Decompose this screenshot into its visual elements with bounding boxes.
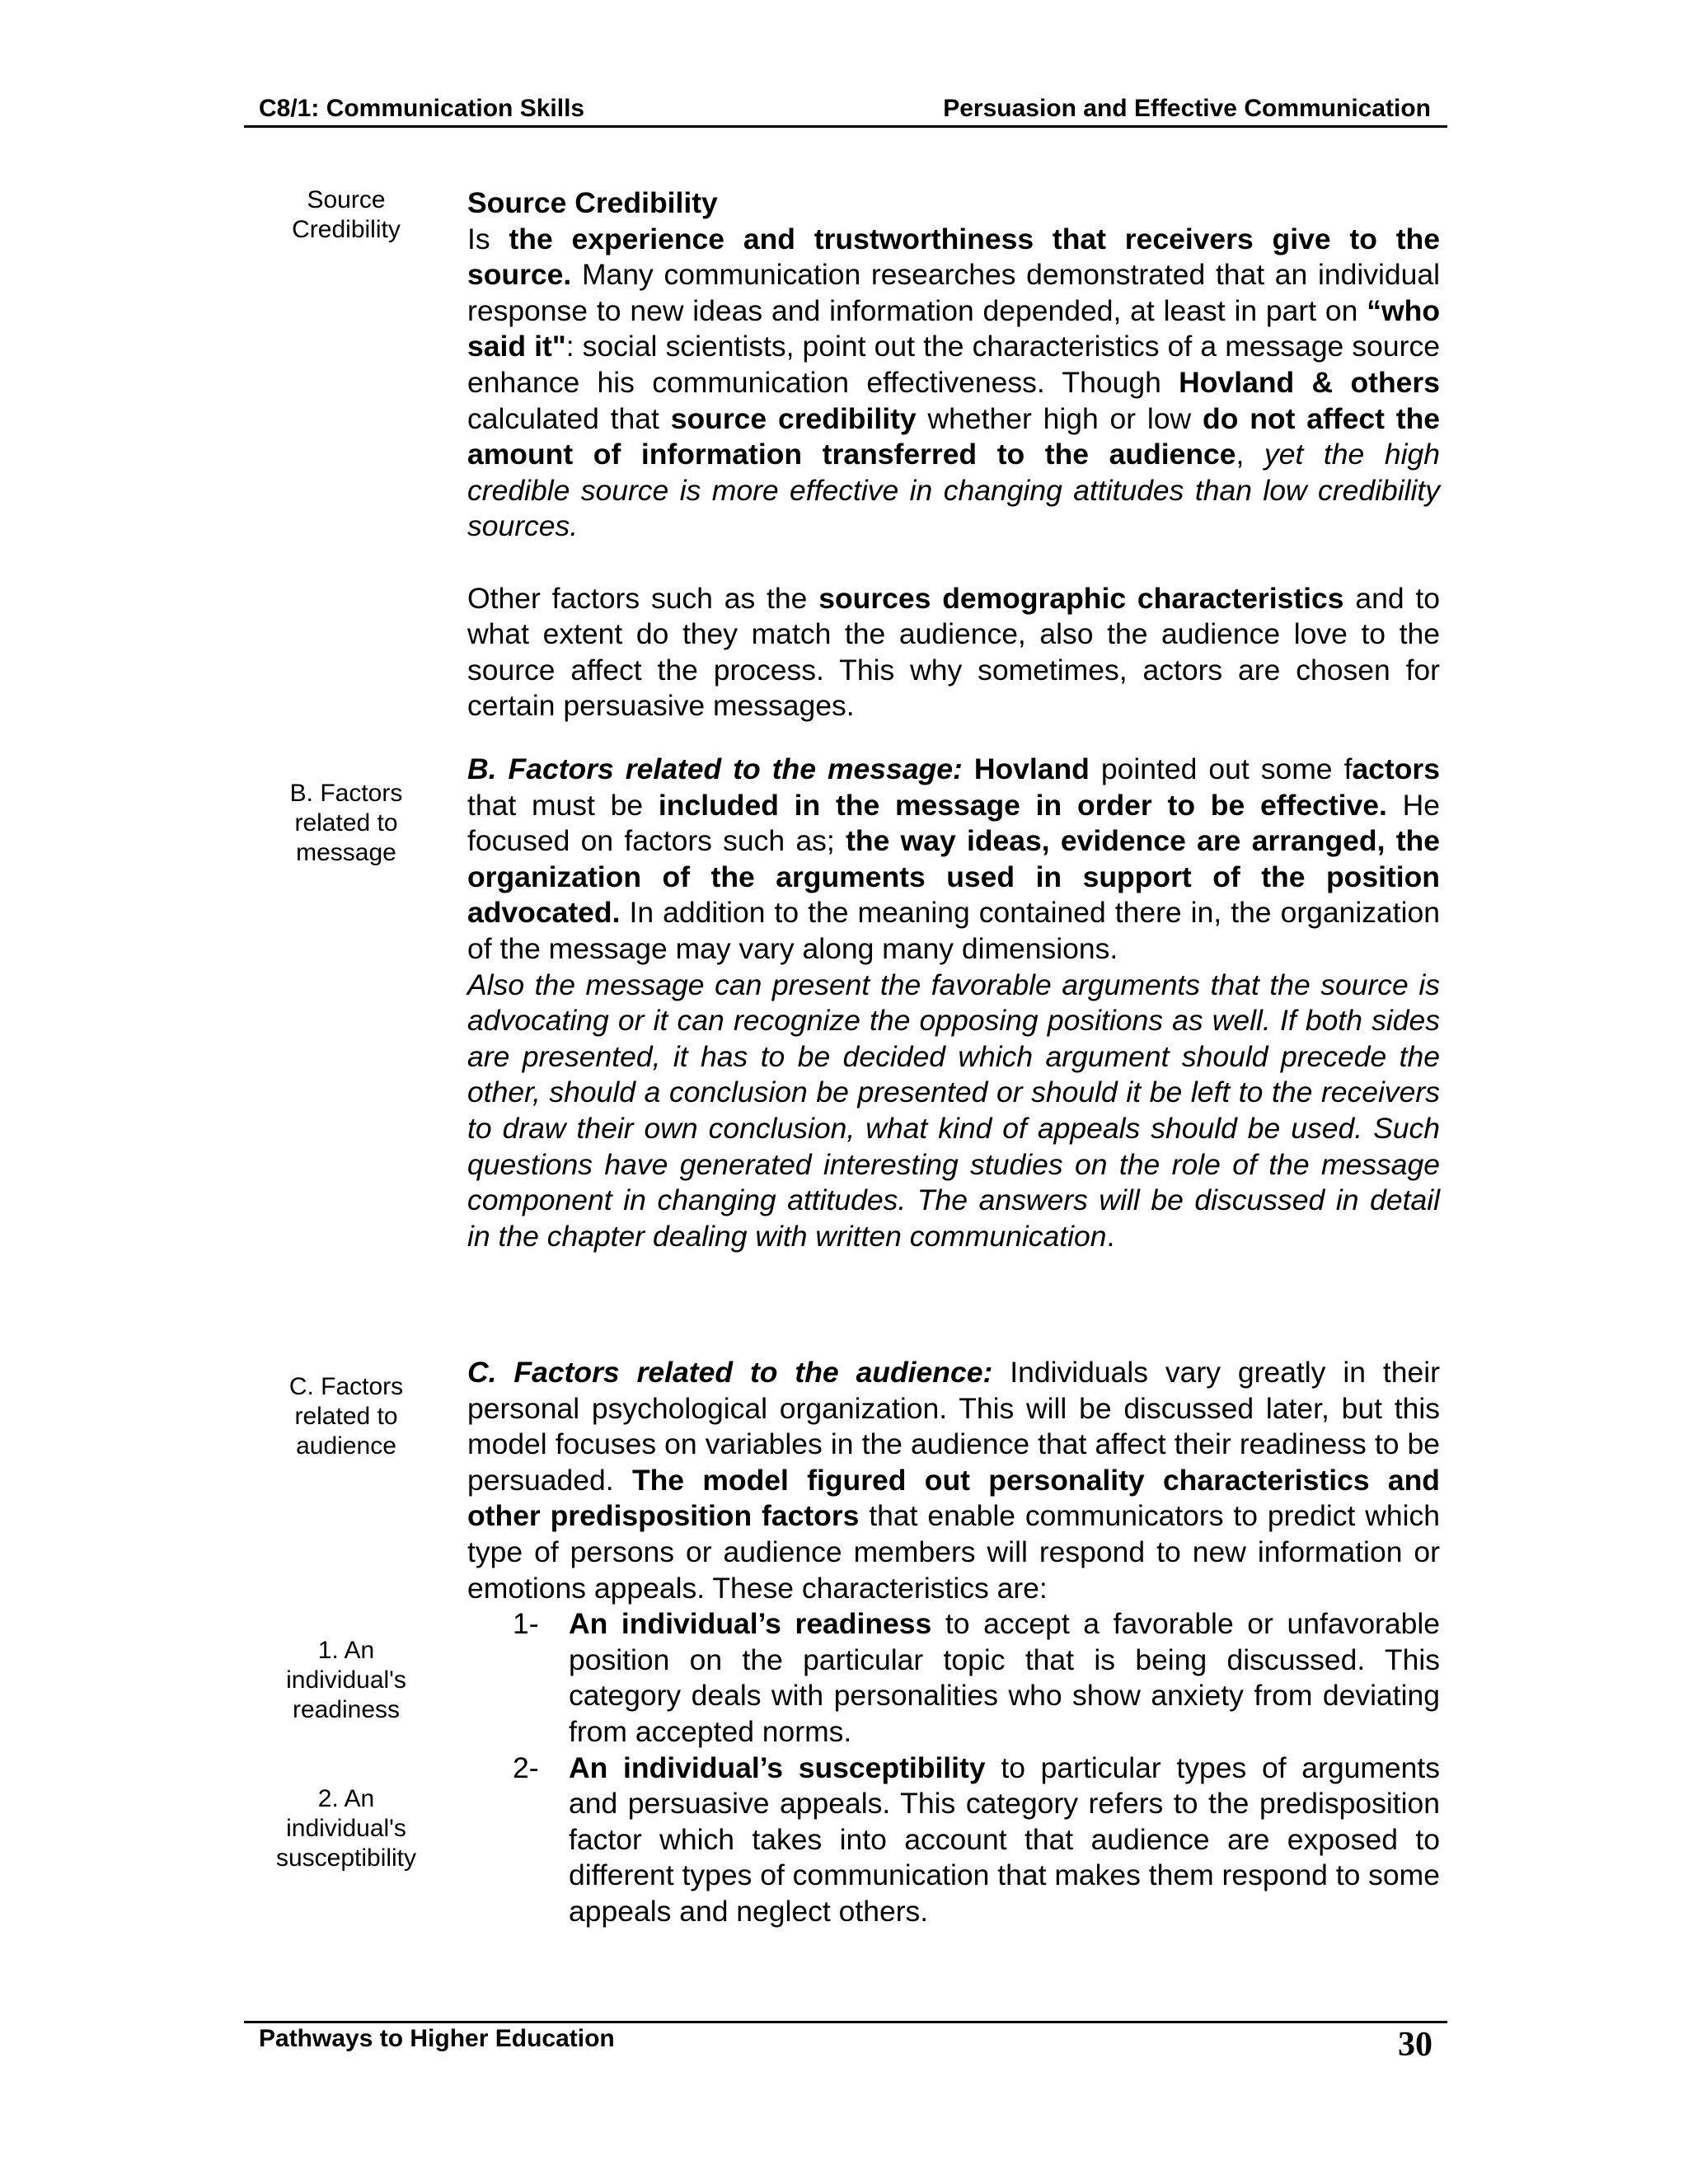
text-run: In addition to the meaning contained there in, the organization of the message may vary along many dimensions. — [467, 896, 1440, 965]
bold-text: included in the message in order to be effective. — [658, 788, 1387, 822]
list-item-number: 2- — [513, 1750, 539, 1784]
bold-text: An individual’s readiness — [569, 1607, 932, 1641]
bold-text: “who said it" — [467, 293, 1440, 363]
bold-text: The model figured out personality characteristics and other predisposition factors — [467, 1463, 1440, 1533]
margin-note-line: Credibility — [292, 216, 401, 243]
margin-note-line: readiness — [292, 1696, 401, 1723]
bold-italic-heading: B. Factors related to the message: — [467, 752, 963, 785]
italic-text: Also the message can present the favorable arguments that the source is advocating or it can recognize the opposing positions as well. If both sides are presented, it has to be decided which argument should precede the other, should a conclusion be presented or should it be left to the receivers to draw their own conclusion, what kind of appeals should be used. Such questions have generated interesting studies on the role of the message component in changing attitudes. The answers will be discussed in detail in the chapter dealing with written communication — [467, 968, 1440, 1253]
characteristics-list — [467, 1606, 1440, 1929]
margin-note-line: related to — [294, 1403, 398, 1430]
text-run: : social scientists, point out the characteristics of a message source enhance his communication effectiveness. Though — [467, 330, 1440, 399]
factors-audience-paragraph — [467, 1355, 1440, 1606]
text-run: , — [1236, 438, 1264, 471]
section-heading: Source Credibility — [467, 186, 718, 219]
text-run: Other factors such as the — [467, 581, 819, 615]
text-run: Many communication researches demonstrated that an individual response to new ideas and information depended, at least in part on — [467, 258, 1440, 327]
bold-text: the way ideas, evidence are arranged, the organization of the arguments used in support of the position advocated. — [467, 824, 1440, 930]
page-number: 30 — [1398, 2026, 1432, 2064]
source-credibility-paragraph-2 — [467, 581, 1440, 724]
bold-text: source credibility — [670, 401, 917, 435]
text-run: and to what extent do they match the audience, also the audience love to the source affect the process. This why sometimes, actors are chosen for certain persuasive messages. — [467, 581, 1440, 723]
factors-audience-section — [467, 1355, 1440, 1930]
bold-italic-heading: C. Factors related to the audience: — [467, 1356, 993, 1389]
bold-text: actors — [1352, 752, 1440, 785]
text-run: Is — [467, 222, 509, 255]
text-run: to particular types of arguments and persuasive appeals. This category refers to the predisposition factor which takes into account that audience are exposed to different types of communication that makes them respond to some appeals and neglect others. — [569, 1750, 1441, 1928]
factors-message-paragraph-1 — [467, 752, 1440, 968]
text-run: He focused on factors such as; — [467, 788, 1441, 858]
list-item — [467, 1606, 1440, 1750]
margin-note-line: B. Factors — [289, 780, 403, 807]
margin-note-factors-audience — [264, 1372, 429, 1461]
margin-note-line: individual's — [286, 1815, 406, 1842]
source-credibility-section — [467, 185, 1440, 724]
margin-note-line: audience — [296, 1432, 396, 1460]
header-divider — [244, 125, 1447, 128]
margin-note-line: message — [296, 839, 396, 866]
header-chapter-title: Persuasion and Effective Communication — [943, 95, 1431, 122]
margin-note-line: C. Factors — [288, 1373, 404, 1400]
list-item-number: 1- — [513, 1607, 539, 1641]
text-run: that must be — [467, 788, 659, 822]
footer-publication-title: Pathways to Higher Education — [259, 2025, 615, 2052]
margin-note-line: 2. An — [317, 1785, 375, 1812]
margin-note-source-credibility — [264, 185, 429, 245]
margin-note-line: susceptibility — [275, 1844, 417, 1872]
margin-note-line: Source — [307, 186, 386, 213]
text-run — [963, 752, 974, 785]
margin-note-line: 1. An — [317, 1637, 375, 1664]
source-credibility-paragraph-1 — [467, 222, 1440, 545]
header-course-title: C8/1: Communication Skills — [259, 95, 585, 122]
margin-note-readiness — [264, 1636, 429, 1725]
list-item — [467, 1750, 1440, 1930]
margin-note-line: individual's — [286, 1666, 406, 1694]
text-run: that enable communicators to predict which type of persons or audience members will respond to new information or emotions appeals. These characteristics are: — [467, 1499, 1440, 1605]
factors-message-paragraph-2 — [467, 968, 1440, 1255]
text-run: . — [1106, 1219, 1115, 1253]
bold-text: Hovland — [973, 752, 1090, 785]
bold-text: An individual’s susceptibility — [569, 1750, 986, 1784]
text-run: to accept a favorable or unfavorable position on the particular topic that is being discussed. This category deals with personalities who show anxiety from deviating from accepted norms. — [569, 1607, 1440, 1748]
text-run: Individuals vary greatly in their personal psychological organization. This will be discussed later, but this model focuses on variables in the audience that affect their readiness to be persuaded. — [467, 1356, 1440, 1497]
bold-text: do not affect the amount of information transferred to the audience — [467, 401, 1441, 471]
text-run: calculated that — [467, 401, 671, 435]
italic-text: yet the high credible source is more effective in changing attitudes than low credibility sources. — [467, 438, 1440, 543]
text-run: pointed out some f — [1089, 752, 1353, 785]
factors-message-section — [467, 752, 1440, 1254]
bold-text: the experience and trustworthiness that receivers give to the source. — [467, 222, 1440, 292]
margin-note-line: related to — [294, 809, 398, 837]
text-run: whether high or low — [916, 401, 1203, 435]
bold-text: sources demographic characteristics — [818, 581, 1344, 615]
margin-note-susceptibility — [264, 1784, 429, 1873]
margin-note-factors-message — [264, 779, 429, 868]
bold-text: Hovland & others — [1179, 365, 1440, 399]
